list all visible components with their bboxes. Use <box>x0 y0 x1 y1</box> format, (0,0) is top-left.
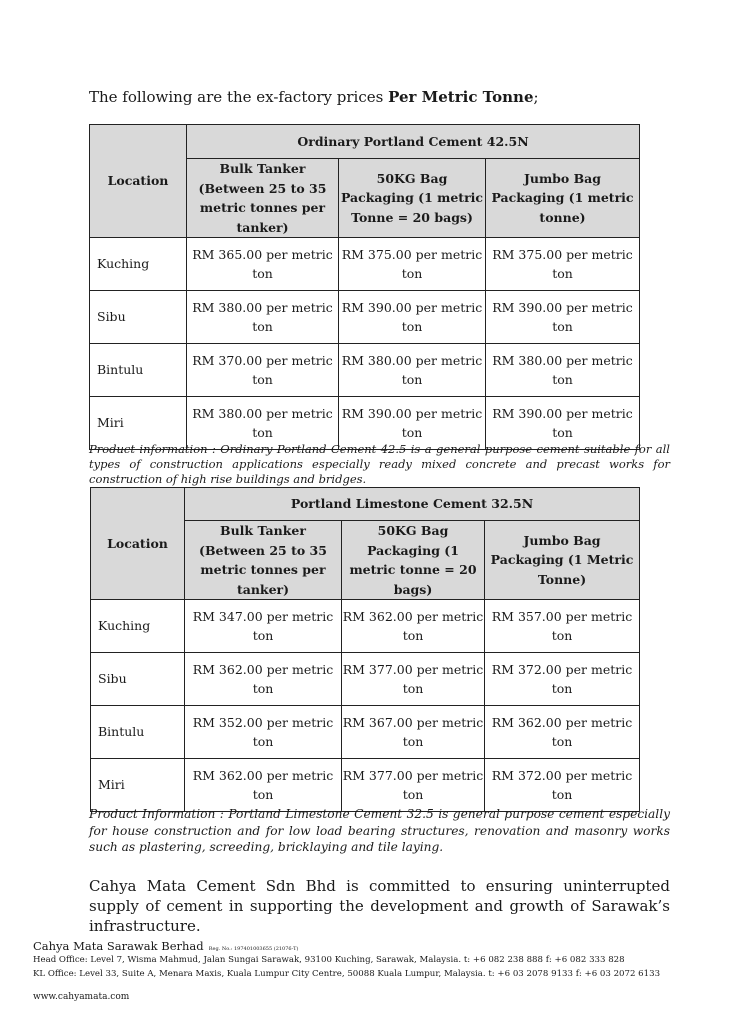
column-header-bulk: Bulk Tanker (Between 25 to 35 metric tonnes per tanker) <box>185 521 342 600</box>
location-cell: Sibu <box>91 653 185 706</box>
price-cell: RM 390.00 per metric ton <box>339 291 486 344</box>
price-cell: RM 380.00 per metric ton <box>486 344 640 397</box>
closing-statement: Cahya Mata Cement Sdn Bhd is committed to ensuring uninterrupted supply of cement in supporting the development and growth of Sarawak’s infrastructure. <box>89 877 670 935</box>
product-header: Portland Limestone Cement 32.5N <box>185 488 640 521</box>
location-cell: Bintulu <box>90 344 187 397</box>
table-row <box>91 600 640 653</box>
footer-head-office: Head Office: Level 7, Wisma Mahmud, Jalan Sungai Sarawak, 93100 Kuching, Sarawak, Malaysia. t: +6 082 238 888 f: +6 082 333 828 <box>33 955 625 965</box>
location-cell: Miri <box>90 397 187 450</box>
table-row <box>90 344 640 397</box>
price-cell: RM 390.00 per metric ton <box>339 397 486 450</box>
price-cell: RM 380.00 per metric ton <box>339 344 486 397</box>
footer <box>33 935 660 981</box>
price-cell: RM 357.00 per metric ton <box>485 600 640 653</box>
footer-company: Cahya Mata Sarawak Berhad <box>33 939 204 953</box>
price-cell: RM 362.00 per metric ton <box>185 759 342 812</box>
column-header-jumbo: Jumbo Bag Packaging (1 metric tonne) <box>486 159 640 238</box>
column-header-jumbo: Jumbo Bag Packaging (1 Metric Tonne) <box>485 521 640 600</box>
product-header: Ordinary Portland Cement 42.5N <box>187 125 640 159</box>
column-header-50kg: 50KG Bag Packaging (1 metric tonne = 20 bags) <box>342 521 485 600</box>
opc-product-note: Product information : Ordinary Portland Cement 42.5 is a general purpose cement suitable for all types of construction applications especially ready mixed concrete and precast works for construction of high rise buildings and bridges. <box>89 442 670 487</box>
location-cell: Bintulu <box>91 706 185 759</box>
location-header: Location <box>90 125 187 238</box>
footer-reg-no: Reg. No.: 197401003655 (21076-T) <box>208 946 299 952</box>
price-cell: RM 377.00 per metric ton <box>342 759 485 812</box>
footer-kl-office: KL Office: Level 33, Suite A, Menara Maxis, Kuala Lumpur City Centre, 50088 Kuala Lumpur, Malaysia. t: +6 03 2078 9133 f: +6 03 2072 6133 <box>33 968 661 979</box>
price-cell: RM 370.00 per metric ton <box>187 344 339 397</box>
table-row <box>90 238 640 291</box>
opc-price-table <box>89 124 640 450</box>
intro-suffix: ; <box>533 88 539 106</box>
price-cell: RM 375.00 per metric ton <box>339 238 486 291</box>
price-cell: RM 372.00 per metric ton <box>485 653 640 706</box>
footer-website-link[interactable]: www.cahyamata.com <box>33 992 130 1002</box>
price-cell: RM 347.00 per metric ton <box>185 600 342 653</box>
price-cell: RM 362.00 per metric ton <box>485 706 640 759</box>
plc-price-table <box>90 487 640 812</box>
intro-prefix: The following are the ex-factory prices <box>89 88 389 106</box>
column-header-bulk: Bulk Tanker (Between 25 to 35 metric tonnes per tanker) <box>187 159 339 238</box>
column-header-50kg: 50KG Bag Packaging (1 metric Tonne = 20 bags) <box>339 159 486 238</box>
location-cell: Miri <box>91 759 185 812</box>
location-cell: Sibu <box>90 291 187 344</box>
price-cell: RM 380.00 per metric ton <box>187 291 339 344</box>
price-cell: RM 390.00 per metric ton <box>486 397 640 450</box>
location-cell: Kuching <box>90 238 187 291</box>
price-cell: RM 380.00 per metric ton <box>187 397 339 450</box>
price-cell: RM 352.00 per metric ton <box>185 706 342 759</box>
table-row <box>90 291 640 344</box>
price-cell: RM 367.00 per metric ton <box>342 706 485 759</box>
table-row <box>91 759 640 812</box>
plc-product-note: Product Information : Portland Limestone Cement 32.5 is general purpose cement especially for house construction and for low load bearing structures, renovation and masonry works such as plastering, screeding, bricklaying and tile laying. <box>89 807 670 855</box>
location-header: Location <box>91 488 185 600</box>
price-cell: RM 362.00 per metric ton <box>342 600 485 653</box>
intro-text <box>89 88 539 106</box>
table-row <box>91 706 640 759</box>
table-row <box>91 653 640 706</box>
price-cell: RM 365.00 per metric ton <box>187 238 339 291</box>
price-cell: RM 375.00 per metric ton <box>486 238 640 291</box>
price-cell: RM 390.00 per metric ton <box>486 291 640 344</box>
intro-bold: Per Metric Tonne <box>388 88 534 106</box>
price-cell: RM 372.00 per metric ton <box>485 759 640 812</box>
price-cell: RM 377.00 per metric ton <box>342 653 485 706</box>
location-cell: Kuching <box>91 600 185 653</box>
price-cell: RM 362.00 per metric ton <box>185 653 342 706</box>
